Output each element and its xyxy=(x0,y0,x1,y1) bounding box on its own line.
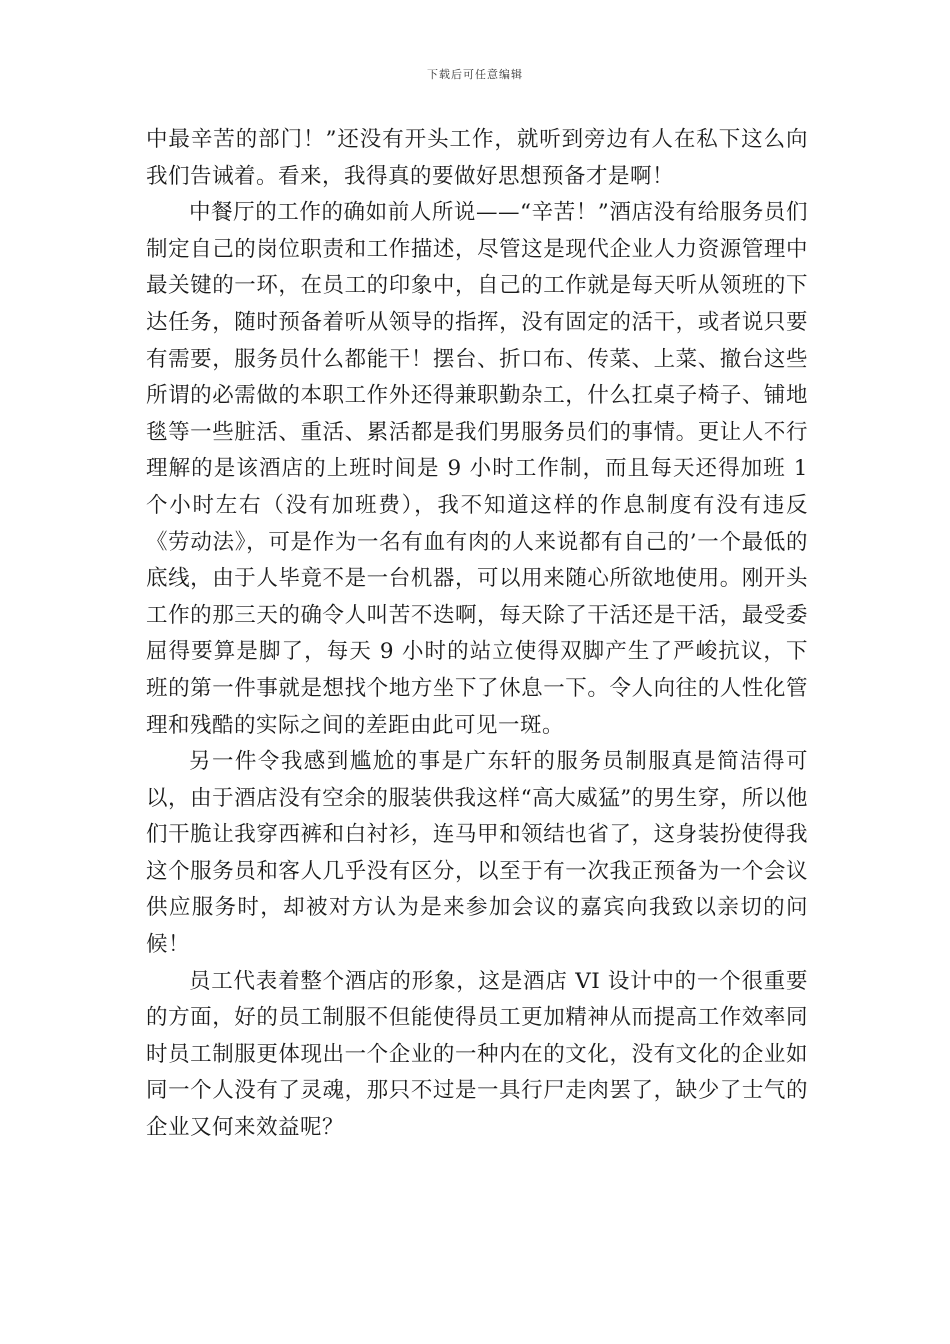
paragraph-4: 员工代表着整个酒店的形象，这是酒店 VI 设计中的一个很重要的方面，好的员工制服不但能使得员工更加精神从而提高工作效率同时员工制服更体现出一个企业的一种内在的文化，没有文化的企业如同一个人没有了灵魂，那只不过是一具行尸走肉罢了，缺少了士气的企业又何来效益呢？ xyxy=(146,968,808,1141)
document-body xyxy=(146,122,808,1147)
page-header-note: 下载后可任意编辑 xyxy=(427,68,523,81)
paragraph-3: 另一件令我感到尴尬的事是广东轩的服务员制服真是简洁得可以，由于酒店没有空余的服装供我这样“高大威猛”的男生穿，所以他们干脆让我穿西裤和白衬衫，连马甲和领结也省了，这身装扮使得我这个服务员和客人几乎没有区分，以至于有一次我正预备为一个会议供应服务时，却被对方认为是来参加会议的嘉宾向我致以亲切的问候！ xyxy=(146,749,808,958)
paragraph-1: 中最辛苦的部门！”还没有开头工作，就听到旁边有人在私下这么向我们告诫着。看来，我得真的要做好思想预备才是啊！ xyxy=(146,127,808,189)
paragraph-2: 中餐厅的工作的确如前人所说——“辛苦！”酒店没有给服务员们制定自己的岗位职责和工作描述，尽管这是现代企业人力资源管理中最关键的一环，在员工的印象中，自己的工作就是每天听从领班的下达任务，随时预备着听从领导的指挥，没有固定的活干，或者说只要有需要，服务员什么都能干！摆台、折口布、传菜、上菜、撤台这些所谓的必需做的本职工作外还得兼职勤杂工，什么扛桌子椅子、铺地毯等一些脏活、重活、累活都是我们男服务员们的事情。更让人不行理解的是该酒店的上班时间是 9 小时工作制，而且每天还得加班 1 个小时左右（没有加班费），我不知道这样的作息制度有没有违反《劳动法》，可是作为一名有血有肉的人来说都有自己的’一个最低的底线，由于人毕竟不是一台机器，可以用来随心所欲地使用。刚开头工作的那三天的确令人叫苦不迭啊，每天除了干活还是干活，最受委屈得要算是脚了，每天 9 小时的站立使得双脚产生了严峻抗议，下班的第一件事就是想找个地方坐下了休息一下。令人向往的人性化管理和残酷的实际之间的差距由此可见一斑。 xyxy=(146,200,808,738)
